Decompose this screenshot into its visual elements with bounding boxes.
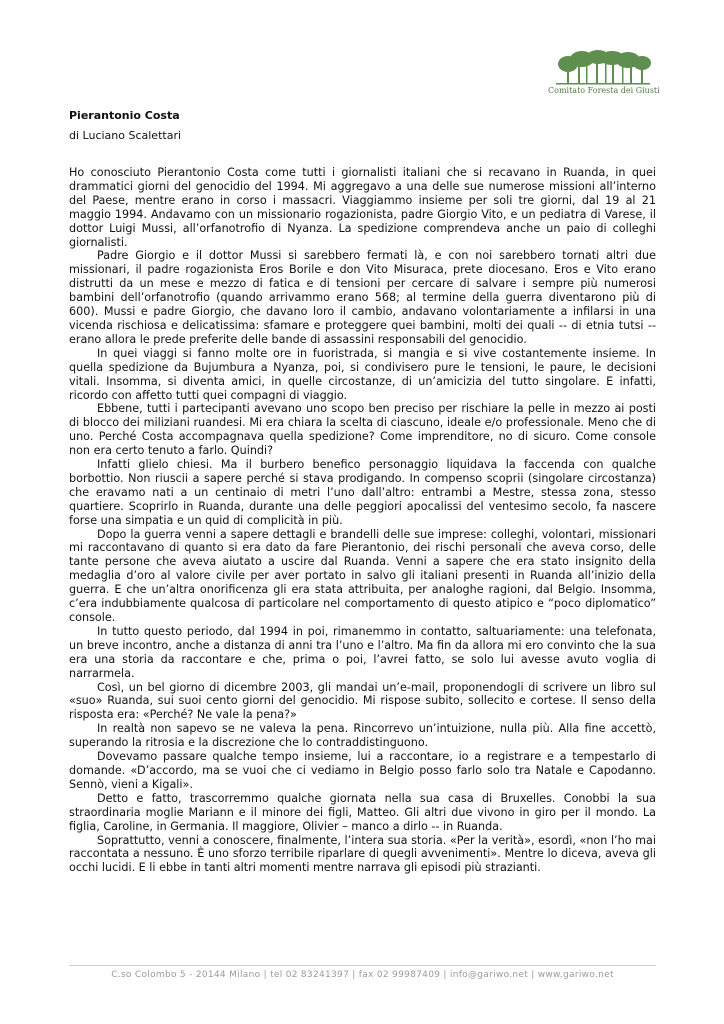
paragraph: Detto e fatto, trascorremmo qualche giornata nella sua casa di Bruxelles. Conobbi la sua straordinaria moglie Mariann e il minore dei figli, Matteo. Gli altri due vivono in giro per il mondo. La figlia, Caroline, in Germania. Il maggiore, Olivier – manco a dirlo -- in Ruanda.: [69, 791, 656, 833]
paragraph: Ho conosciuto Pierantonio Costa come tutti i giornalisti italiani che si recavano in Ruanda, in quei drammatici giorni del genocidio del 1994. Mi aggregavo a una delle sue numerose missioni all’interno del Paese, mentre erano in corso i massacri. Viaggiammo insieme per soli tre giorni, dal 19 al 21 maggio 1994. Andavamo con un missionario rogazionista, padre Giorgio Vito, e un pediatra di Varese, il dottor Luigi Mussi, all’orfanotrofio di Nyanza. La spedizione comprendeva anche un paio di colleghi giornalisti.: [69, 166, 656, 249]
paragraph: In realtà non sapevo se ne valeva la pena. Rincorrevo un’intuizione, nulla più. Alla fine accettò, superando la ritrosia e la discrezione che lo contraddistinguono.: [69, 722, 656, 750]
footer-contact: C.so Colombo 5 - 20144 Milano | tel 02 83241397 | fax 02 99987409 | info@gariwo.net | www.gariwo.net: [111, 970, 614, 980]
document-title: Pierantonio Costa: [69, 109, 180, 122]
paragraph: Padre Giorgio e il dottor Mussi si sarebbero fermati là, e con noi sarebbero tornati altri due missionari, il padre rogazionista Eros Borile e don Vito Misuraca, prete diocesano. Eros e Vito erano distrutti da un mese e mezzo di fatica e di tensioni per cercare di salvare i sempre più numerosi bambini dell’orfanotrofio (quando arrivammo erano 568; al termine della guerra diventarono più di 600). Mussi e padre Giorgio, che davano loro il cambio, andavano volontariamente a infilarsi in una vicenda rischiosa e delicatissima: sfamare e proteggere quei bambini, molti dei quali -- di etnia tutsi -- erano allora le prede preferite delle bande di assassini responsabili del genocidio.: [69, 249, 656, 346]
paragraph: Ebbene, tutti i partecipanti avevano uno scopo ben preciso per rischiare la pelle in mezzo ai posti di blocco dei miliziani ruandesi. Mi era chiara la scelta di ciascuno, ideale e/o professionale. Meno che di uno. Perché Costa accompagnava quella spedizione? Come imprenditore, no di sicuro. Come console non era certo tenuto a farlo. Quindi?: [69, 402, 656, 458]
author-byline: di Luciano Scalettari: [69, 129, 182, 142]
paragraph: In tutto questo periodo, dal 1994 in poi, rimanemmo in contatto, saltuariamente: una telefonata, un breve incontro, anche a distanza di anni tra l’uno e l’altro. Ma fin da allora mi ero convinto che la sua era una storia da raccontare e che, prima o poi, l’avrei fatto, se solo lui avesse avuto voglia di narrarmela.: [69, 624, 656, 680]
paragraph: Infatti glielo chiesi. Ma il burbero benefico personaggio liquidava la faccenda con qualche borbottio. Non riuscii a sapere perché si stava prodigando. In compenso scoprii (singolare circostanza) che eravamo nati a un centinaio di metri l’uno dall’altro: entrambi a Mestre, stessa zona, stesso quartiere. Scoprirlo in Ruanda, durante una delle peggiori apocalissi del ventesimo secolo, fa nascere forse una simpatia e un quid di complicità in più.: [69, 458, 656, 527]
paragraph: Dopo la guerra venni a sapere dettagli e brandelli delle sue imprese: colleghi, volontari, missionari mi raccontavano di quanto si era dato da fare Pierantonio, dei rischi personali che aveva corso, delle tante persone che aveva aiutato a uscire dal Ruanda. Venni a sapere che era stato insignito della medaglia d’oro al valore civile per aver portato in salvo gli italiani presenti in Ruanda all’inizio della guerra. E che un’altra onorificenza gli era stata attribuita, per analoghe ragioni, dal Belgio. Insomma, c’era indubbiamente qualcosa di particolare nel comportamento di questo atipico e “poco diplomatico” console.: [69, 527, 656, 624]
footer-divider: [69, 965, 656, 966]
body-text: [69, 166, 656, 875]
paragraph: In quei viaggi si fanno molte ore in fuoristrada, si mangia e si vive costantemente insieme. In quella spedizione da Bujumbura a Nyanza, poi, si condivisero pure le tensioni, le paure, le decisioni vitali. Insomma, si diventa amici, in quelle circostanze, di un’amicizia del tutto singolare. E infatti, ricordo con affetto tutti quei compagni di viaggio.: [69, 346, 656, 402]
forest-trees-icon: [548, 50, 658, 88]
logo: [548, 50, 658, 98]
paragraph: Così, un bel giorno di dicembre 2003, gli mandai un’e-mail, proponendogli di scrivere un libro sul «suo» Ruanda, sui suoi cento giorni del genocidio. Mi rispose subito, sollecito e cortese. Il senso della risposta era: «Perché? Ne vale la pena?»: [69, 680, 656, 722]
paragraph: Dovevamo passare qualche tempo insieme, lui a raccontare, io a registrare e a tempestarlo di domande. «D’accordo, ma se vuoi che ci vediamo in Belgio posso farlo solo tra Natale e Capodanno. Sennò, vieni a Kigali».: [69, 750, 656, 791]
paragraph: Soprattutto, venni a conoscere, finalmente, l’intera sua storia. «Per la verità», esordì, «non l’ho mai raccontata a nessuno. È uno sforzo terribile riparlare di quegli avvenimenti». Mentre lo diceva, aveva gli occhi lucidi. E li ebbe in tanti altri momenti mentre narrava gli episodi più strazianti.: [69, 833, 656, 875]
logo-text: Comitato Foresta dei Giusti: [548, 86, 660, 95]
